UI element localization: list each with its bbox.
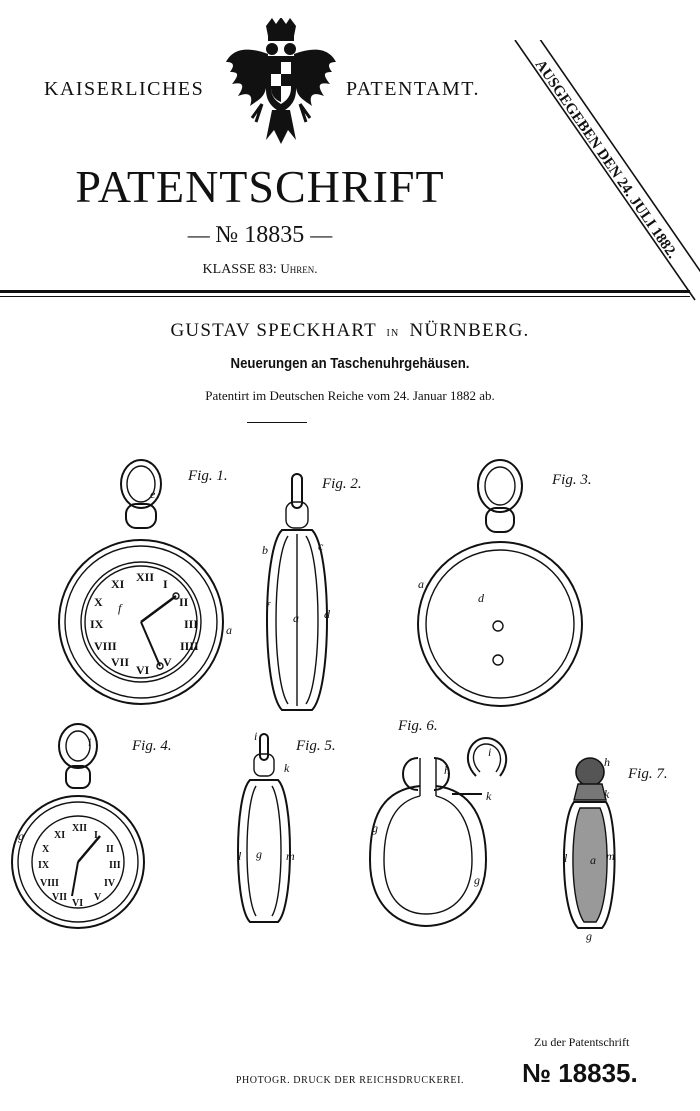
- ref-letter-i-fig4: i: [88, 735, 92, 749]
- footer-reference: Zu der Patentschrift: [534, 1035, 630, 1049]
- fig1-numerals: [90, 570, 199, 677]
- fig7-label: Fig. 7.: [628, 766, 668, 782]
- ref-letter-a-fig3: a: [418, 577, 424, 591]
- ref-letter-d-fig2: d: [324, 607, 330, 621]
- ref-letter-f-fig2: f: [266, 599, 270, 613]
- fig5-label: Fig. 5.: [296, 738, 336, 754]
- svg-text:III: III: [184, 617, 199, 631]
- ref-letter-f: f: [118, 601, 122, 615]
- ref-letter-l-fig7: l: [564, 851, 568, 865]
- header-right-text: PATENTAMT.: [346, 78, 480, 100]
- ref-letter-m-fig5: m: [286, 849, 295, 863]
- ref-letter-a-fig7: a: [590, 853, 596, 867]
- patent-subtitle: Neuerungen an Taschenuhrgehäusen.: [230, 355, 470, 372]
- svg-text:X: X: [94, 595, 103, 609]
- svg-text:IIII: IIII: [180, 639, 199, 653]
- class-prefix: KLASSE 83:: [202, 262, 277, 277]
- svg-text:XI: XI: [54, 830, 66, 841]
- fig2-watch-side: [267, 474, 327, 710]
- fig6-label: Fig. 6.: [398, 718, 438, 734]
- ref-letter-l-fig5: l: [238, 849, 242, 863]
- class-name: Uhren.: [280, 261, 318, 276]
- fig3-label: Fig. 3.: [552, 472, 592, 488]
- svg-text:VIII: VIII: [40, 878, 59, 889]
- svg-text:VI: VI: [136, 663, 150, 677]
- svg-text:IX: IX: [90, 617, 104, 631]
- ref-letter-c: c: [318, 539, 324, 553]
- ref-letter-i-fig6: i: [488, 745, 492, 759]
- svg-text:VII: VII: [111, 655, 130, 669]
- patent-drawings: [0, 440, 700, 960]
- svg-text:VI: VI: [72, 898, 84, 909]
- fig4-label: Fig. 4.: [132, 738, 172, 754]
- svg-text:XII: XII: [72, 823, 88, 834]
- svg-text:II: II: [106, 844, 114, 855]
- dash-right: —: [310, 222, 333, 247]
- stamp-text: AUSGEGEBEN DEN 24. JULI 1882.: [531, 57, 681, 262]
- svg-text:II: II: [179, 595, 189, 609]
- inventor-line: [0, 320, 700, 342]
- issue-date-stamp: [505, 40, 700, 320]
- footer-printer: PHOTOGR. DRUCK DER REICHSDRUCKEREI.: [235, 1075, 465, 1086]
- ref-letter-g-fig6: g: [372, 821, 378, 835]
- patent-number: [0, 222, 520, 249]
- patent-class: [0, 261, 520, 278]
- svg-text:VIII: VIII: [94, 639, 117, 653]
- ref-letter-a-fig2: a: [293, 611, 299, 625]
- ref-letter-a-fig1: a: [226, 623, 232, 637]
- fig2-label: Fig. 2.: [322, 476, 362, 492]
- svg-text:IV: IV: [104, 878, 116, 889]
- svg-text:XI: XI: [111, 577, 125, 591]
- thin-rule: [0, 296, 690, 297]
- ref-letter-i-fig5: i: [254, 729, 258, 743]
- fig7-section: [564, 758, 615, 928]
- header-left-text: KAISERLICHES: [44, 78, 205, 100]
- ref-letter-m-fig7: m: [606, 849, 615, 863]
- ref-letter-g-fig7: g: [586, 929, 592, 943]
- ref-letter-e: e: [150, 487, 156, 501]
- fig3-watch-back: [418, 460, 582, 706]
- imperial-eagle-emblem: [222, 18, 340, 146]
- patent-date-line: Patentirt im Deutschen Reiche vom 24. Januar 1882 ab.: [205, 388, 495, 403]
- fig6-ring-parts: [370, 738, 506, 926]
- ref-letter-k-fig6: k: [486, 789, 492, 803]
- ref-letter-k-fig7: k: [604, 787, 610, 801]
- footer-patent-number: № 18835.: [522, 1058, 638, 1088]
- svg-text:VII: VII: [52, 892, 68, 903]
- svg-text:III: III: [109, 860, 121, 871]
- dash-left: —: [187, 222, 216, 247]
- ref-letter-g-fig4: g: [18, 829, 24, 843]
- inventor-in: in: [386, 325, 400, 340]
- ref-letter-k-fig5: k: [284, 761, 290, 775]
- svg-text:I: I: [94, 830, 98, 841]
- heavy-rule: [0, 290, 690, 293]
- ref-letter-d-fig3: d: [478, 591, 484, 605]
- svg-text:X: X: [42, 844, 50, 855]
- ref-letter-h-fig6: h: [444, 763, 450, 777]
- svg-text:IX: IX: [38, 860, 50, 871]
- short-rule: [247, 422, 307, 423]
- fig5-watch-side-small: [238, 734, 290, 922]
- svg-text:V: V: [163, 655, 172, 669]
- ref-letter-g2-fig6: g: [474, 873, 480, 887]
- inventor-city: NÜRNBERG.: [409, 320, 530, 341]
- svg-text:XII: XII: [136, 570, 155, 584]
- fig1-label: Fig. 1.: [188, 468, 228, 484]
- ref-letter-h-fig7: h: [604, 755, 610, 769]
- svg-text:I: I: [163, 577, 168, 591]
- svg-text:V: V: [94, 892, 102, 903]
- patent-number-text: № 18835: [215, 222, 305, 248]
- ref-letter-g-fig5: g: [256, 847, 262, 861]
- inventor-name: GUSTAV SPECKHART: [170, 320, 377, 341]
- document-title: PATENTSCHRIFT: [75, 161, 445, 212]
- ref-letter-b: b: [262, 543, 268, 557]
